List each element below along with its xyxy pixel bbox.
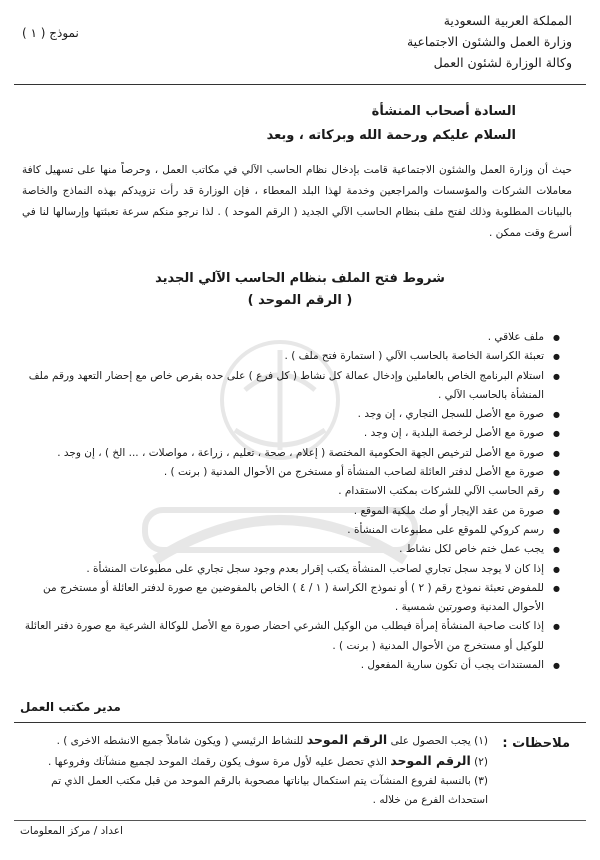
header-line-3: وكالة الوزارة لشئون العمل [433, 55, 572, 70]
condition-item: ● استلام البرنامج الخاص بالعاملين وإدخال عمالة كل نشاط ( كل فرع ) على حده بقرص خاص مع إحضار التعهد ورقم ملف المنشأة بالحاسب الآلي . [20, 367, 560, 406]
condition-item: ● إذا كانت صاحبة المنشأة إمرأة فيطلب من الوكيل الشرعي احضار صورة مع الأصل للوكالة الشرعية مع صورة دفتر العائلة للوكيل أو مستخرج من الأحوال المدنية ( برنت ) . [20, 617, 560, 656]
note-item [20, 772, 488, 810]
notes-label: ملاحظات : [502, 736, 570, 751]
conditions-title [0, 268, 600, 312]
notes-list [20, 730, 488, 810]
condition-item: ● رقم الحاسب الآلي للشركات بمكتب الاستقدام . [20, 482, 560, 501]
condition-item: ● للمفوض تعبئة نموذج رقم ( ٢ ) أو نموذج الكراسة ( ١ / ٤ ) الخاص بالمفوضين مع صورة لدفتر العائلة أو مستخرج من الأحوال المدنية وصورتين شمسية . [20, 579, 560, 618]
notes-divider [14, 722, 586, 723]
condition-item: ● صورة مع الأصل لدفتر العائلة لصاحب المنشأة أو مستخرج من الأحوال المدنية ( برنت ) . [20, 463, 560, 482]
condition-item: ● تعبئة الكراسة الخاصة بالحاسب الآلي ( استمارة فتح ملف ) . [20, 347, 560, 366]
note-text: الذي تحصل عليه لأول مرة سوف يكون رقمك الموحد لجميع منشآتك وفروعها . [48, 756, 387, 768]
condition-item: ● إذا كان لا يوجد سجل تجاري لصاحب المنشأة يكتب إقرار بعدم وجود سجل تجاري على مطبوعات المنشأة . [20, 560, 560, 579]
condition-item: ● صورة مع الأصل لرخصة البلدية ، إن وجد . [20, 424, 560, 443]
form-number: نموذج ( ١ ) [22, 26, 79, 40]
note-bold-term: الرقم الموحد [390, 753, 471, 768]
condition-item: ● يجب عمل ختم خاص لكل نشاط . [20, 540, 560, 559]
condition-item: ● المستندات يجب أن تكون سارية المفعول . [20, 656, 560, 675]
intro-paragraph: حيث أن وزارة العمل والشئون الاجتماعية قامت بإدخال نظام الحاسب الآلي في مكاتب العمل ، وحرصاً منها على تسهيل كافة معاملات الشركات والمؤسسات والمراجعين وخدمة لهذا البلد المعطاء ، فإن الوزارة قد رأت تزويدكم بهذه النماذج والخاصة بالبيانات المطلوبة وذلك لفتح ملف بنظام الحاسب الآلي الجديد ( الرقم الموحد ) . لذا نرجو منكم سرعة تعبئتها وإرسالها لنا في أسرع وقت ممكن . [22, 164, 572, 239]
note-text: للنشاط الرئيسي ( ويكون شاملاً جميع الانشطه الاخرى ) . [56, 735, 304, 747]
note-text: (١) يجب الحصول على [390, 735, 488, 747]
header-divider [14, 84, 586, 85]
header-line-1: المملكة العربية السعودية [443, 13, 572, 28]
condition-item: ● ملف علاقي . [20, 328, 560, 347]
note-item [20, 730, 488, 751]
greeting-block [76, 100, 516, 148]
note-text: (٢) [474, 756, 488, 768]
salutation: السلام عليكم ورحمة الله وبركاته ، وبعد [266, 128, 516, 143]
condition-item: ● صورة مع الأصل للسجل التجاري ، إن وجد . [20, 405, 560, 424]
conditions-list [20, 328, 560, 675]
footer-divider [14, 820, 586, 821]
addressee: السادة أصحاب المنشأة [371, 104, 516, 119]
title-line-1: شروط فتح الملف بنظام الحاسب الآلي الجديد [155, 271, 445, 286]
condition-item: ● صورة من عقد الإيجار أو صك ملكية الموقع . [20, 502, 560, 521]
office-manager-signature: مدير مكتب العمل [20, 700, 121, 714]
condition-item: ● رسم كروكي للموقع على مطبوعات المنشأة . [20, 521, 560, 540]
note-bold-term: الرقم الموحد [306, 732, 388, 747]
header-line-2: وزارة العمل والشئون الاجتماعية [406, 34, 572, 49]
condition-item: ● صورة مع الأصل لترخيص الجهة الحكومية المختصة ( إعلام ، صحة ، تعليم ، زراعة ، مواصلات ، ... الخ ) ، إن وجد . [20, 444, 560, 463]
note-text: (٣) بالنسبة لفروع المنشآت يتم استكمال بياناتها مصحوبة بالرقم الموحد من قبل مكتب العمل الذي تم استحداث الفرع من خلاله . [51, 775, 488, 806]
prepared-by: اعداد / مركز المعلومات [20, 825, 123, 837]
ministry-header [312, 10, 572, 73]
note-item [20, 751, 488, 772]
title-line-2: ( الرقم الموحد ) [247, 293, 353, 308]
